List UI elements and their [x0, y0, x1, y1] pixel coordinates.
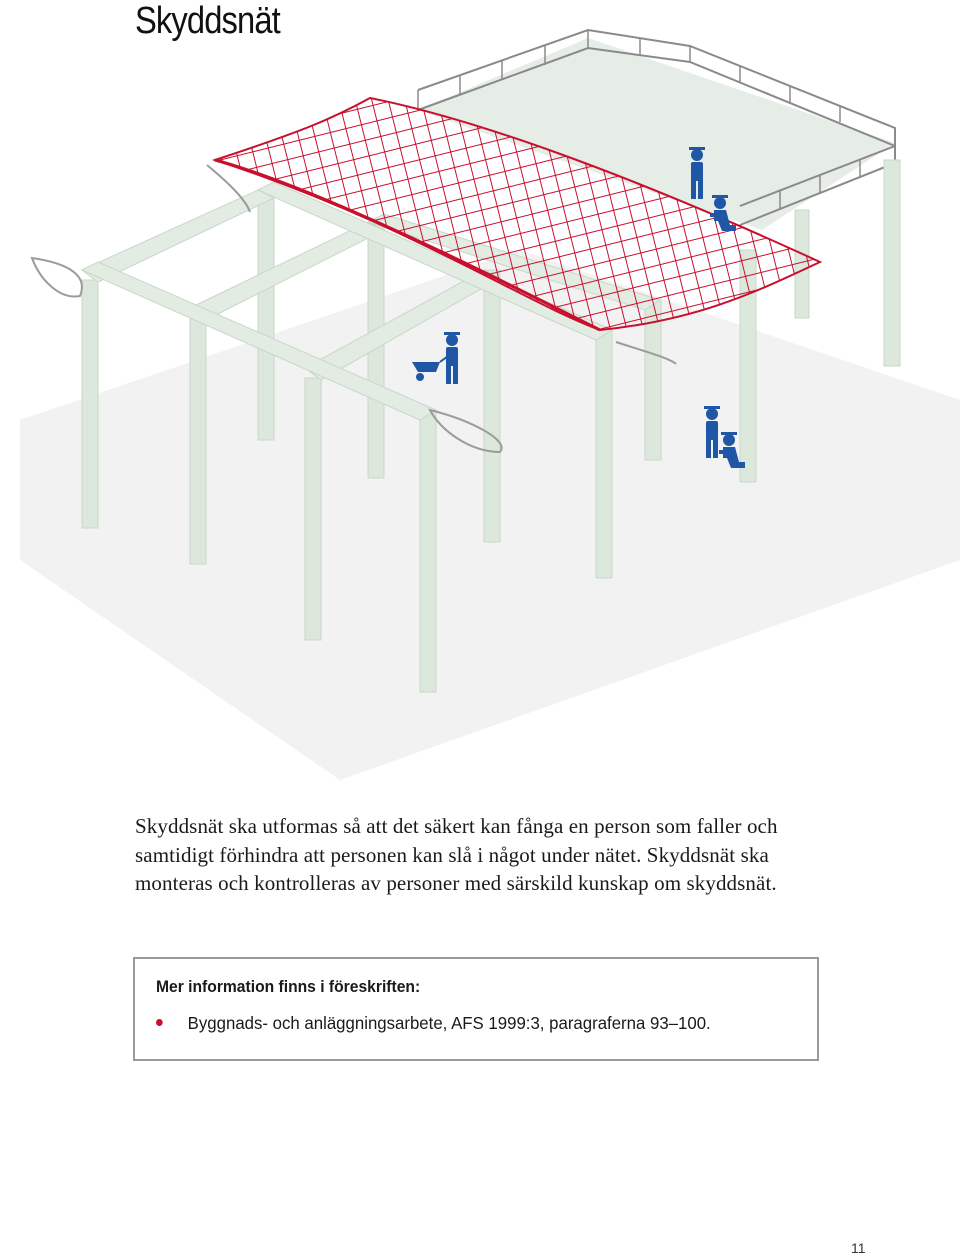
body-text: Skyddsnät ska utformas så att det säkert kan fånga en person som faller och samtidigt förhindra att personen kan slå i något under nätet. Skyddsnät ska monteras och kontrolleras av personer med särskild kunskap om skyddsnät.: [135, 814, 778, 895]
page-title: Skyddsnät: [135, 0, 280, 42]
info-heading: Mer information finns i föreskriften:: [156, 977, 421, 996]
page-number: 11: [851, 1240, 866, 1256]
info-box: [133, 957, 819, 1061]
list-item: [156, 1013, 711, 1034]
info-list: [156, 1013, 734, 1034]
bullet-icon: [156, 1019, 163, 1026]
list-item-text: Byggnads- och anläggningsarbete, AFS 1999:3, paragraferna 93–100.: [187, 1013, 711, 1033]
